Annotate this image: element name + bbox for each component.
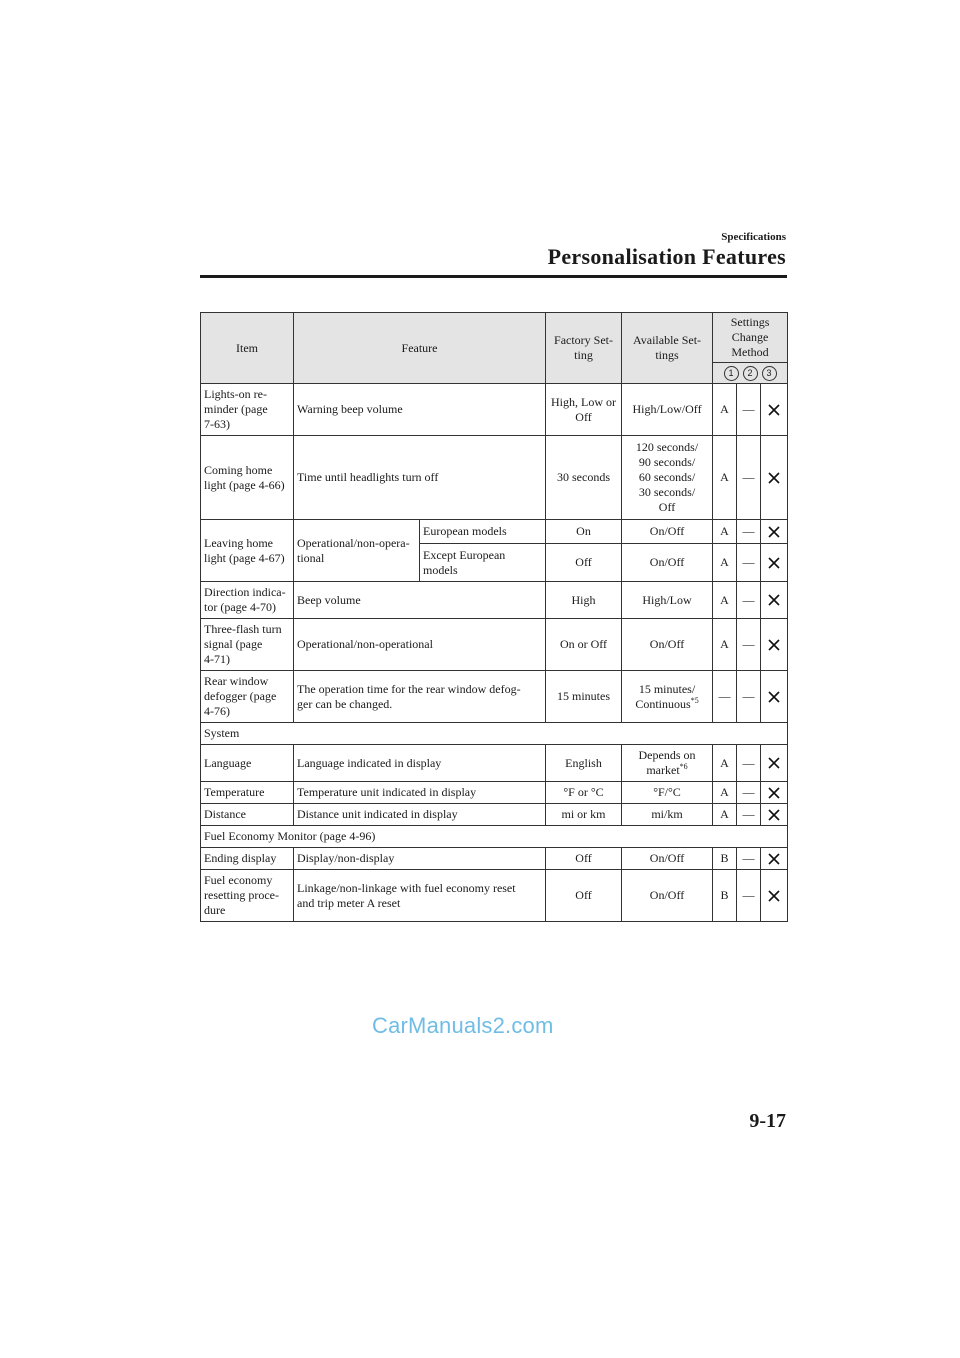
method-2-cell: — (737, 745, 761, 782)
method-1-cell: B (713, 870, 737, 922)
available-cell: On/Off (622, 520, 713, 544)
method-numbers (713, 363, 788, 384)
table-row (201, 619, 788, 671)
factory-cell: High, Low or Off (546, 384, 622, 436)
method-1-cell: — (713, 671, 737, 723)
available-cell: High/Low/Off (622, 384, 713, 436)
factory-cell: 30 seconds (546, 436, 622, 520)
item-cell: Three-flash turn signal (page 4-71) (201, 619, 294, 671)
section-label-fuel-economy (201, 826, 788, 848)
sub-feature-cell: Except European models (420, 544, 546, 582)
method-1-cell: A (713, 582, 737, 619)
available-cell: 120 seconds/ 90 seconds/ 60 seconds/ 30 seconds/ Off (622, 436, 713, 520)
item-cell: Fuel economy resetting proce- dure (201, 870, 294, 922)
circled-number-1: 1 (724, 366, 739, 381)
available-cell: High/Low (622, 582, 713, 619)
method-1-cell: A (713, 520, 737, 544)
available-cell: mi/km (622, 804, 713, 826)
item-cell: Coming home light (page 4-66) (201, 436, 294, 520)
circled-number-3: 3 (762, 366, 777, 381)
feature-cell: Distance unit indicated in display (294, 804, 546, 826)
table-row (201, 745, 788, 782)
item-cell: Leaving home light (page 4-67) (201, 520, 294, 582)
method-1-cell: A (713, 745, 737, 782)
factory-cell: 15 minutes (546, 671, 622, 723)
available-cell: On/Off (622, 848, 713, 870)
circled-number-2: 2 (743, 366, 758, 381)
feature-cell: Beep volume (294, 582, 546, 619)
method-1-cell: A (713, 782, 737, 804)
method-1-cell: A (713, 384, 737, 436)
footnote-marker: *5 (690, 695, 699, 705)
footnote-marker: *6 (679, 762, 688, 771)
method-1-cell: A (713, 436, 737, 520)
method-2-cell: — (737, 384, 761, 436)
item-cell: Ending display (201, 848, 294, 870)
feature-cell: Warning beep volume (294, 384, 546, 436)
method-2-cell: — (737, 782, 761, 804)
method-2-cell: — (737, 436, 761, 520)
feature-cell: Operational/non-opera- tional (294, 520, 420, 582)
table-row (201, 436, 788, 520)
available-cell: °F/°C (622, 782, 713, 804)
x-mark-icon (761, 782, 788, 804)
x-mark-icon (761, 848, 788, 870)
header-change-method: Settings Change Method (713, 313, 788, 363)
feature-cell: Operational/non-operational (294, 619, 546, 671)
x-mark-icon (761, 870, 788, 922)
x-mark-icon (761, 384, 788, 436)
factory-cell: High (546, 582, 622, 619)
page-title: Personalisation Features (547, 244, 786, 269)
method-1-cell: A (713, 544, 737, 582)
available-cell: On/Off (622, 619, 713, 671)
item-cell: Distance (201, 804, 294, 826)
factory-cell: Off (546, 870, 622, 922)
table-row (201, 804, 788, 826)
item-cell: Temperature (201, 782, 294, 804)
section-row-system (201, 723, 788, 745)
table-row (201, 582, 788, 619)
method-1-cell: B (713, 848, 737, 870)
method-2-cell: — (737, 582, 761, 619)
item-cell: Rear window defogger (page 4-76) (201, 671, 294, 723)
table-row (201, 782, 788, 804)
x-mark-icon (761, 804, 788, 826)
section-label-system: System (201, 723, 788, 745)
table-row (201, 671, 788, 723)
x-mark-icon (761, 745, 788, 782)
method-2-cell: — (737, 544, 761, 582)
method-2-cell: — (737, 870, 761, 922)
available-cell: On/Off (622, 544, 713, 582)
factory-cell: Off (546, 848, 622, 870)
method-2-cell: — (737, 619, 761, 671)
fuel-economy-page-ref: (page 4-96) (316, 829, 376, 843)
x-mark-icon (761, 544, 788, 582)
available-cell (622, 745, 713, 782)
header-factory-setting: Factory Set- ting (546, 313, 622, 384)
feature-cell: Language indicated in display (294, 745, 546, 782)
method-2-cell: — (737, 671, 761, 723)
header-feature: Feature (294, 313, 546, 384)
page-number: 9-17 (749, 1110, 786, 1132)
x-mark-icon (761, 671, 788, 723)
x-mark-icon (761, 520, 788, 544)
method-2-cell: — (737, 804, 761, 826)
fuel-economy-title: Fuel Economy Monitor (204, 829, 317, 843)
item-cell: Direction indica- tor (page 4-70) (201, 582, 294, 619)
factory-cell: Off (546, 544, 622, 582)
feature-cell: Time until headlights turn off (294, 436, 546, 520)
available-text: 15 minutes/ Continuous (635, 681, 696, 711)
x-mark-icon (761, 436, 788, 520)
table-row (201, 520, 788, 544)
item-cell: Language (201, 745, 294, 782)
table-row (201, 384, 788, 436)
feature-cell: The operation time for the rear window defog- ger can be changed. (294, 671, 546, 723)
watermark-text[interactable]: CarManuals2.com (372, 1013, 554, 1038)
factory-cell: On (546, 520, 622, 544)
available-text: Depends on market (638, 748, 696, 777)
method-1-cell: A (713, 619, 737, 671)
factory-cell: English (546, 745, 622, 782)
factory-cell: On or Off (546, 619, 622, 671)
section-row-fuel-economy (201, 826, 788, 848)
header-available-settings: Available Set- tings (622, 313, 713, 384)
table-row (201, 870, 788, 922)
personalisation-table (200, 312, 788, 922)
header-item: Item (201, 313, 294, 384)
item-cell: Lights-on re- minder (page 7-63) (201, 384, 294, 436)
available-cell (622, 671, 713, 723)
sub-feature-cell: European models (420, 520, 546, 544)
method-2-cell: — (737, 848, 761, 870)
x-mark-icon (761, 582, 788, 619)
available-cell: On/Off (622, 870, 713, 922)
method-2-cell: — (737, 520, 761, 544)
section-label: Specifications (721, 231, 786, 243)
factory-cell: mi or km (546, 804, 622, 826)
factory-cell: °F or °C (546, 782, 622, 804)
feature-cell: Temperature unit indicated in display (294, 782, 546, 804)
method-1-cell: A (713, 804, 737, 826)
table-row (201, 848, 788, 870)
feature-cell: Display/non-display (294, 848, 546, 870)
header-rule (200, 275, 787, 278)
x-mark-icon (761, 619, 788, 671)
feature-cell: Linkage/non-linkage with fuel economy reset and trip meter A reset (294, 870, 546, 922)
table-header-row (201, 313, 788, 363)
